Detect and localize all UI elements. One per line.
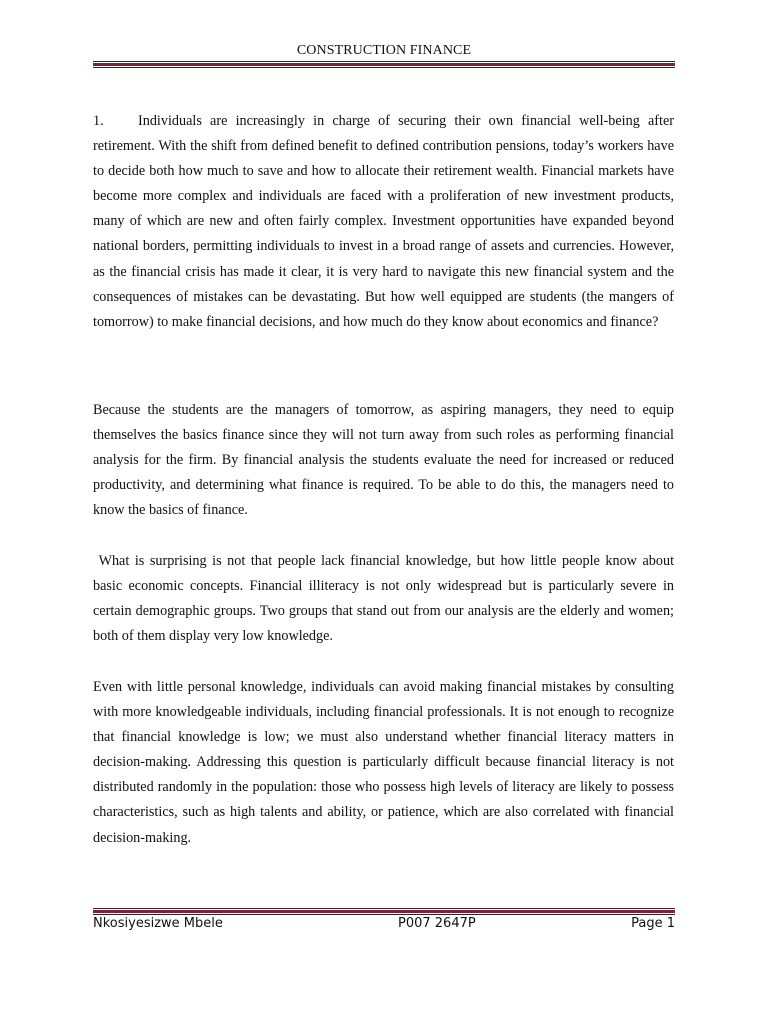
footer-author: Nkosiyesizwe Mbele [93, 916, 223, 931]
header-divider [93, 61, 675, 68]
paragraph-2 [93, 398, 674, 523]
footer-student-id: P007 2647P [398, 916, 476, 931]
paragraph-number: 1. [93, 113, 104, 129]
paragraph-4 [93, 675, 674, 851]
paragraph-4-text: Even with little personal knowledge, individuals can avoid making financial mistakes by consulting with more knowledgeable individuals, including financial professionals. It is not enough to recognize that financial knowledge is low; we must also understand whether financial literacy matters in decision-making. Addressing this question is particularly difficult because financial literacy is not distributed randomly in the population: those who possess high levels of literacy are likely to possess characteristics, such as high talents and ability, or patience, which are also correlated with financial decision-making. [93, 679, 674, 846]
footer-divider [93, 908, 675, 915]
paragraph-2-text: Because the students are the managers of tomorrow, as aspiring managers, they need to equip themselves the basics finance since they will not turn away from such roles as performing financial analysis for the firm. By financial analysis the students evaluate the need for increased or reduced productivity, and determining what finance is required. To be able to do this, the managers need to know the basics of finance. [93, 402, 674, 519]
paragraph-1-text: Individuals are increasingly in charge of securing their own financial well-being after retirement. With the shift from defined benefit to defined contribution pensions, today’s workers have to decide both how much to save and how to allocate their retirement wealth. Financial markets have become more complex and individuals are faced with a proliferation of new investment products, many of which are new and often fairly complex. Investment opportunities have expanded beyond national borders, permitting individuals to invest in a broad range of assets and currencies. However, as the financial crisis has made it clear, it is very hard to navigate this new financial system and the consequences of mistakes can be devastating. But how well equipped are students (the mangers of tomorrow) to make financial decisions, and how much do they know about economics and finance? [93, 113, 674, 330]
paragraph-3-text: What is surprising is not that people lack financial knowledge, but how little people know about basic economic concepts. Financial illiteracy is not only widespread but is particularly severe in certain demographic groups. Two groups that stand out from our analysis are the elderly and women; both of them display very low knowledge. [93, 553, 678, 645]
page-header-title: CONSTRUCTION FINANCE [296, 43, 472, 58]
paragraph-3 [93, 549, 678, 649]
paragraph-1 [93, 109, 674, 335]
footer-page-number: Page 1 [631, 916, 675, 931]
